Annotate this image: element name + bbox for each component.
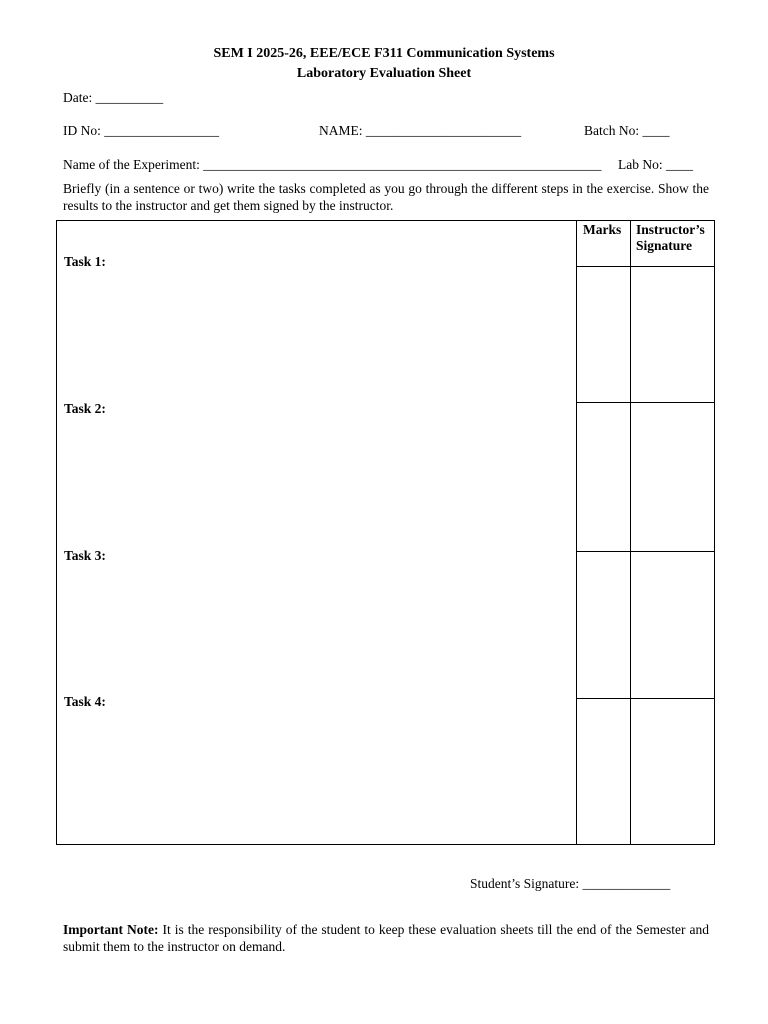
sheet-title: SEM I 2025-26, EEE/ECE F311 Communication Systems <box>213 46 555 61</box>
task-2-signature-cell[interactable] <box>631 403 714 551</box>
task-3-marks-cell[interactable] <box>577 552 629 698</box>
task-4-signature-cell[interactable] <box>631 699 714 844</box>
important-note <box>63 921 709 955</box>
sheet-subtitle: Laboratory Evaluation Sheet <box>296 66 472 81</box>
evaluation-table <box>56 220 715 845</box>
task-4-response-area[interactable] <box>58 716 575 841</box>
important-note-label: Important Note: <box>63 922 159 937</box>
experiment-name-field[interactable]: Name of the Experiment: ___________________________________________________________ <box>63 157 602 172</box>
task-1-signature-cell[interactable] <box>631 267 714 402</box>
task-1-marks-cell[interactable] <box>577 267 629 402</box>
task-2-marks-cell[interactable] <box>577 403 629 551</box>
student-signature-field[interactable]: Student’s Signature: _____________ <box>470 876 671 891</box>
id-no-field[interactable]: ID No: _________________ <box>63 123 219 138</box>
date-field[interactable]: Date: __________ <box>63 90 164 105</box>
task-2-label: Task 2: <box>64 401 106 416</box>
batch-no-field[interactable]: Batch No: ____ <box>584 123 670 138</box>
task-2-response-area[interactable] <box>58 423 575 545</box>
task-3-signature-cell[interactable] <box>631 552 714 698</box>
task-4-label: Task 4: <box>64 694 106 709</box>
name-field[interactable]: NAME: _______________________ <box>319 123 522 138</box>
signature-column-header: Instructor’s Signature <box>636 222 705 253</box>
important-note-text: It is the responsibility of the student to keep these evaluation sheets till the end of the Semester and submit them to the instructor on demand. <box>63 922 710 954</box>
instructions-text: Briefly (in a sentence or two) write the tasks completed as you go through the different steps in the exercise. Show the results to the instructor and get them signed by the instructor. <box>63 181 709 213</box>
task-4-marks-cell[interactable] <box>577 699 629 844</box>
marks-column-header: Marks <box>583 222 622 237</box>
task-1-label: Task 1: <box>64 254 106 269</box>
lab-no-field[interactable]: Lab No: ____ <box>618 157 693 172</box>
task-1-response-area[interactable] <box>58 276 575 396</box>
task-3-response-area[interactable] <box>58 570 575 692</box>
task-3-label: Task 3: <box>64 548 106 563</box>
